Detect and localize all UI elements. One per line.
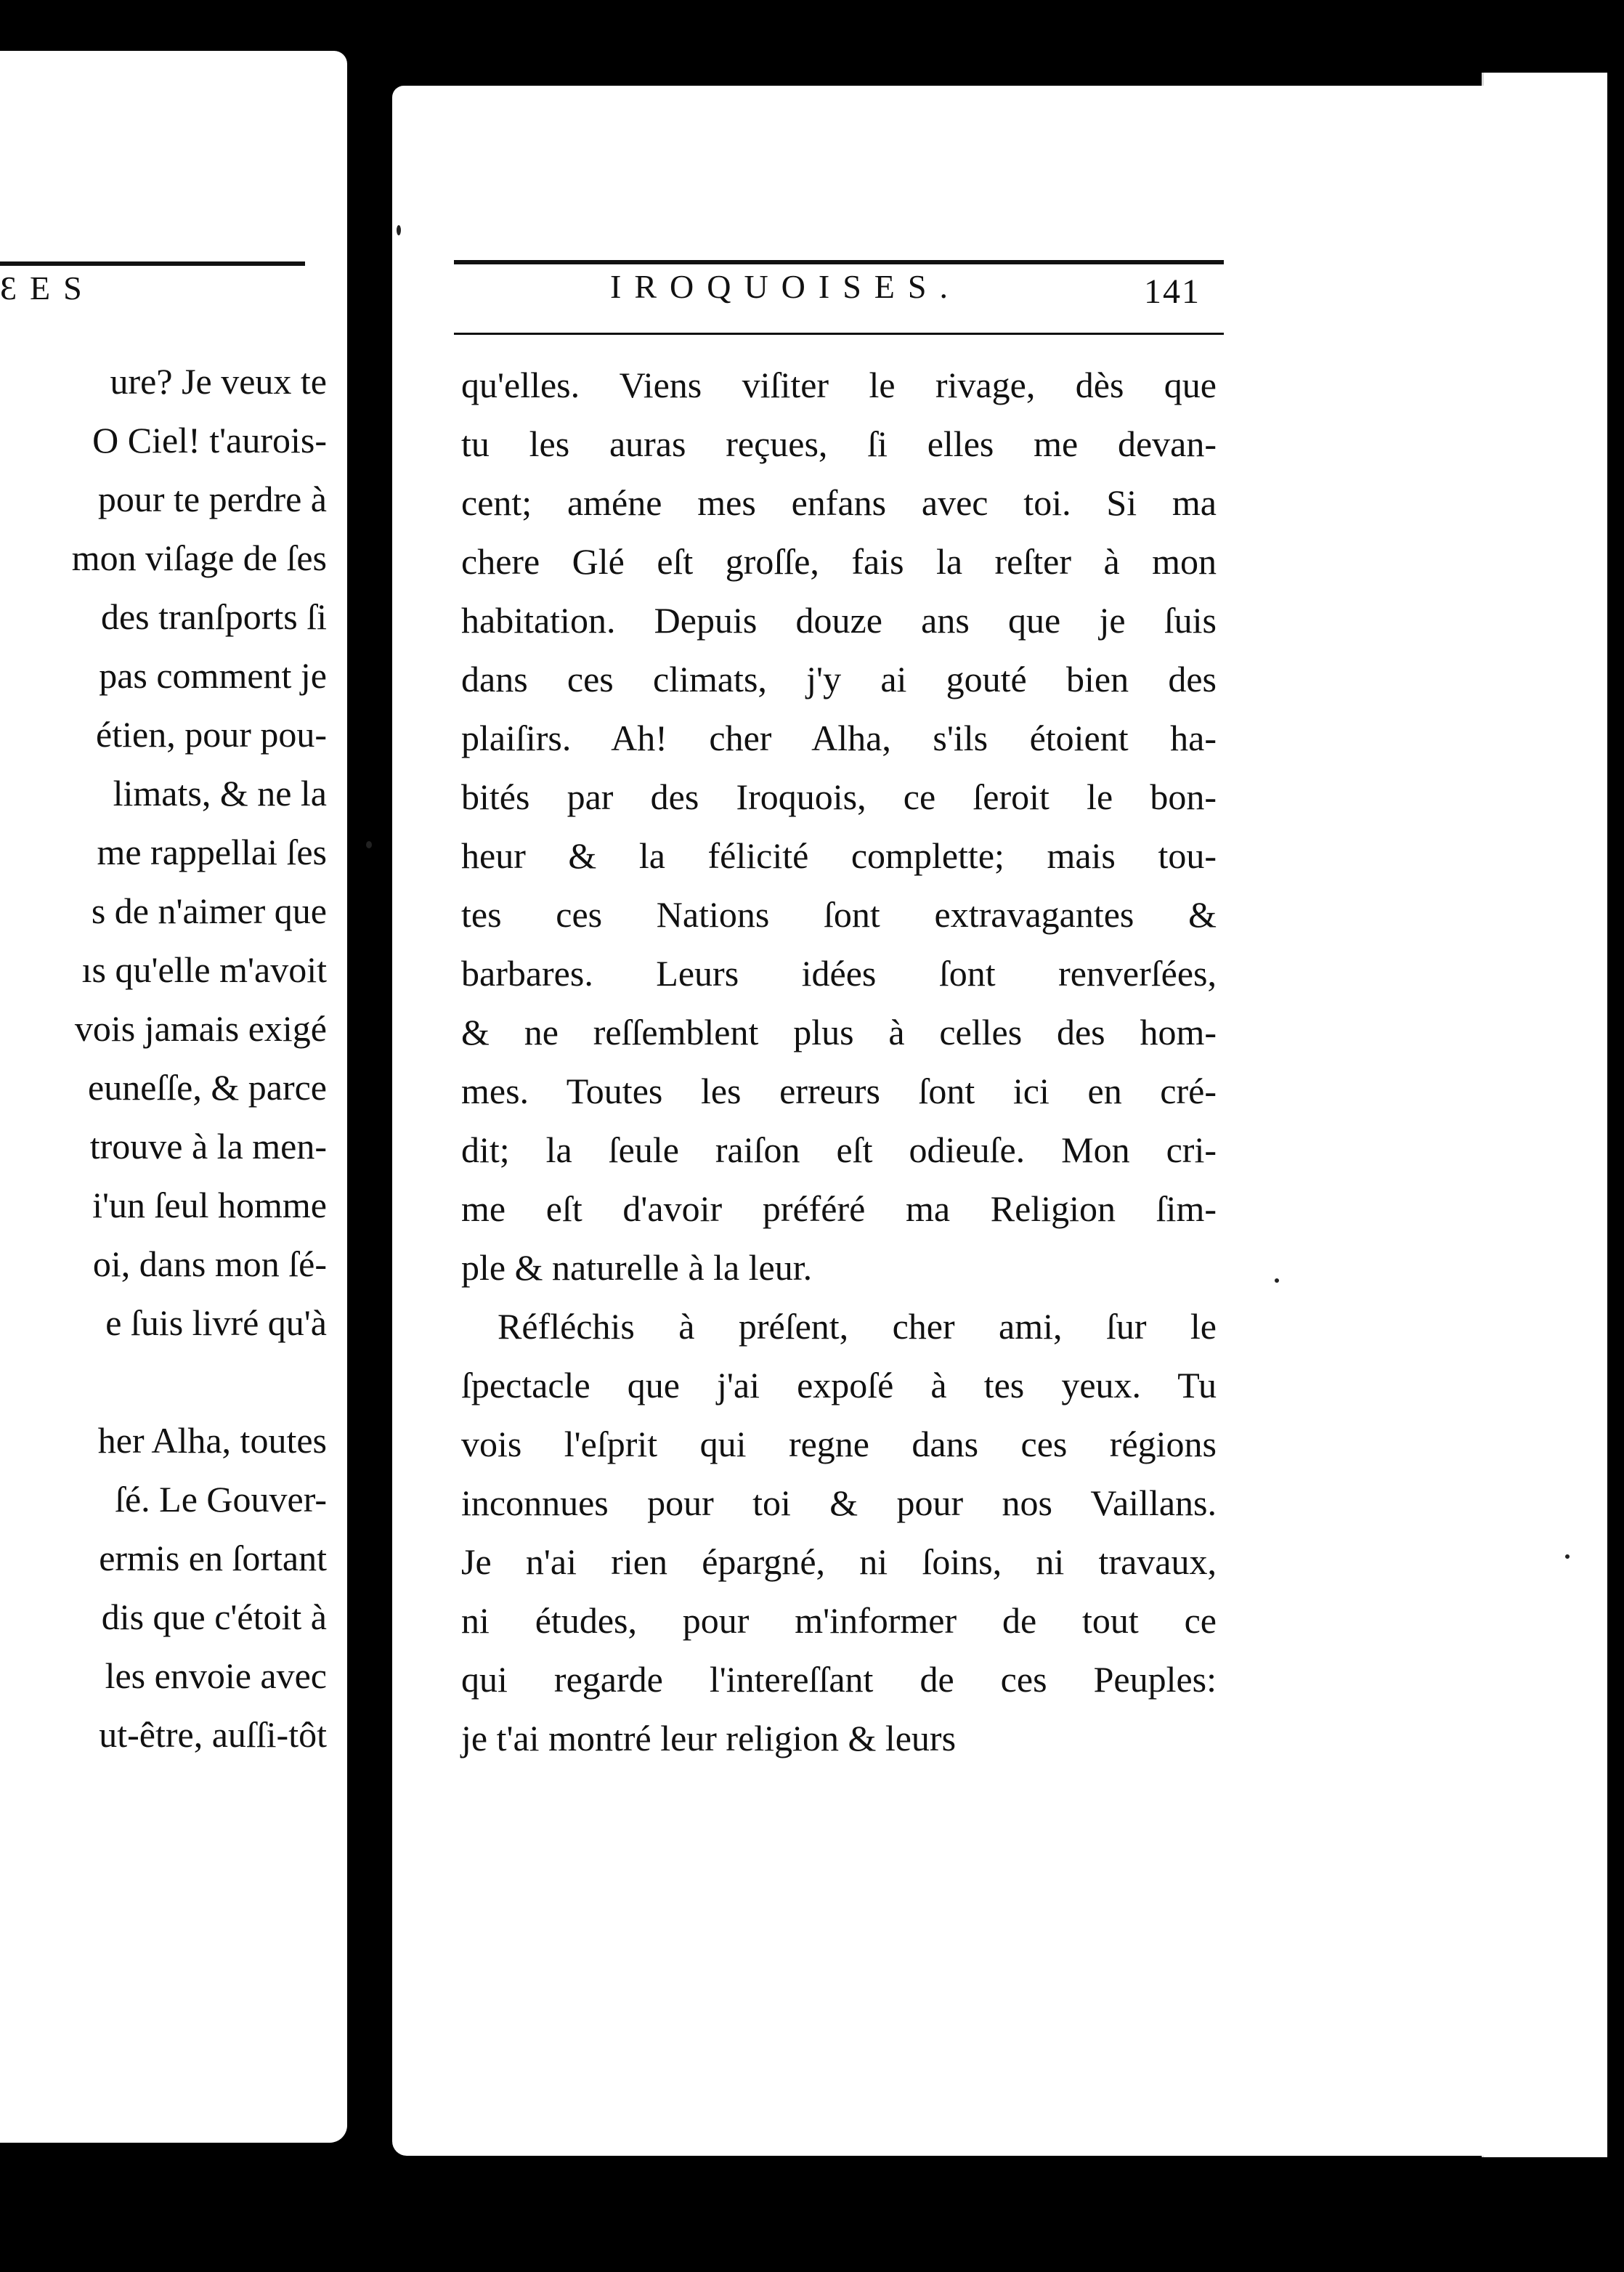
text-line: ni études, pour m'informer de tout ce — [461, 1600, 1217, 1641]
text-line: ıs qu'elle m'avoit — [81, 949, 327, 990]
text-line: ſé. Le Gouver- — [115, 1479, 327, 1520]
text-line: Réfléchis à préſent, cher ami, ſur le — [498, 1306, 1217, 1347]
text-line: cent; améne mes enfans avec toi. Si ma — [461, 482, 1217, 523]
right-header-rule — [454, 260, 1224, 264]
text-line: vois jamais exigé — [74, 1008, 327, 1049]
text-line: qu'elles. Viens viſiter le rivage, dès que — [461, 365, 1217, 405]
ink-speck — [397, 225, 401, 235]
text-line: ure? Je veux te — [110, 361, 327, 402]
text-line: ple & naturelle à la leur. — [461, 1247, 813, 1288]
text-line: vois l'eſprit qui regne dans ces régions — [461, 1424, 1217, 1464]
ink-speck — [366, 841, 372, 848]
right-header-underline — [454, 333, 1224, 335]
ink-speck — [1275, 1278, 1279, 1283]
text-line — [72, 1352, 327, 1411]
left-header-rule — [0, 261, 305, 266]
text-line: ut-être, auſſi-tôt — [99, 1714, 327, 1755]
text-line: me eſt d'avoir préféré ma Religion ſim- — [461, 1188, 1217, 1229]
text-line: étien, pour pou- — [96, 714, 327, 755]
text-line: inconnues pour toi & pour nos Vaillans. — [461, 1482, 1217, 1523]
text-line: pour te perdre à — [97, 479, 327, 519]
text-line: & ne reſſemblent plus à celles des hom- — [461, 1012, 1217, 1052]
text-line: e ſuis livré qu'à — [105, 1302, 327, 1343]
text-line: euneſſe, & parce — [88, 1067, 327, 1108]
text-line: ermis en ſortant — [99, 1538, 327, 1578]
text-line: oi, dans mon ſé- — [92, 1243, 327, 1284]
right-text-column — [461, 356, 1217, 1768]
text-line: barbares. Leurs idées ſont renverſées, — [461, 953, 1217, 994]
text-line: mon viſage de ſes — [71, 537, 327, 578]
text-line: qui regarde l'intereſſant de ces Peuples: — [461, 1659, 1217, 1700]
text-line: me rappellai ſes — [97, 832, 327, 872]
text-line: je t'ai montré leur religion & leurs — [461, 1718, 957, 1758]
text-line: dis que c'étoit à — [101, 1597, 327, 1637]
text-line: dans ces climats, j'y ai gouté bien des — [461, 659, 1217, 699]
left-running-header: ƐES — [0, 269, 95, 307]
text-line: O Ciel! t'aurois- — [92, 420, 327, 461]
text-line: heur & la félicité complette; mais tou- — [461, 835, 1217, 876]
text-line: s de n'aimer que — [91, 890, 327, 931]
text-line: mes. Toutes les erreurs ſont ici en cré- — [461, 1071, 1217, 1111]
text-line: pas comment je — [99, 655, 327, 696]
left-text-column — [72, 352, 327, 1764]
text-line: plaiſirs. Ah! cher Alha, s'ils étoient ha- — [461, 718, 1217, 758]
text-line: bités par des Iroquois, ce ſeroit le bon- — [461, 776, 1217, 817]
right-page — [392, 86, 1569, 2156]
page-number: 141 — [1144, 272, 1201, 311]
right-running-header: IROQUOISES. — [610, 268, 961, 305]
text-line: trouve à la men- — [89, 1126, 327, 1167]
text-line: les envoie avec — [105, 1655, 327, 1696]
text-line: dit; la ſeule raiſon eſt odieuſe. Mon cri- — [461, 1129, 1217, 1170]
text-line: Je n'ai rien épargné, ni ſoins, ni travaux, — [461, 1541, 1217, 1582]
text-line: habitation. Depuis douze ans que je ſuis — [461, 600, 1217, 641]
text-line: ſpectacle que j'ai expoſé à tes yeux. Tu — [461, 1365, 1217, 1405]
text-line: chere Glé eſt groſſe, fais la reſter à mon — [461, 541, 1217, 582]
ink-speck — [1565, 1554, 1570, 1559]
text-line: des tranſports ſi — [100, 596, 327, 637]
text-line: tes ces Nations ſont extravagantes & — [461, 894, 1217, 935]
text-line: limats, & ne la — [113, 773, 327, 814]
text-line: her Alha, toutes — [97, 1420, 327, 1461]
text-line: tu les auras reçues, ſi elles me devan- — [461, 423, 1217, 464]
text-line: i'un ſeul homme — [92, 1185, 327, 1225]
left-page — [0, 51, 347, 2143]
